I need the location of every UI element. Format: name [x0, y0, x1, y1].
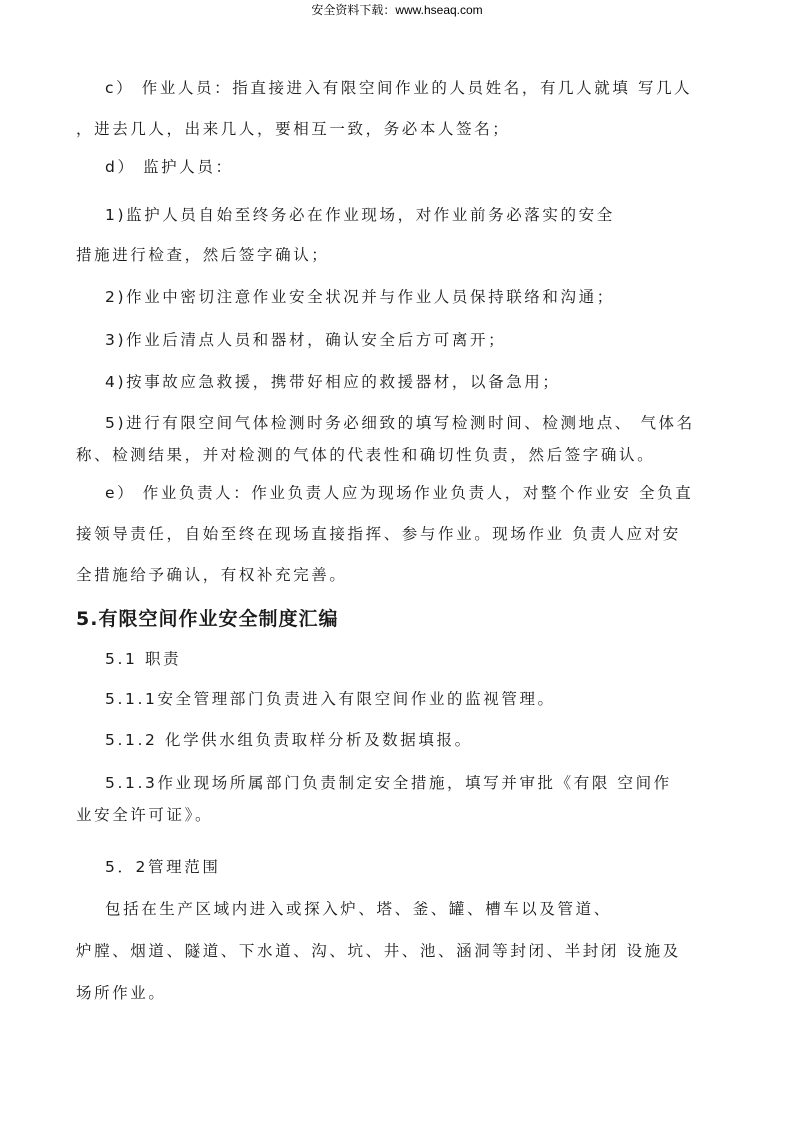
- text-line: d） 监护人员：: [105, 158, 234, 176]
- text-line: 5.1 职责: [105, 650, 182, 668]
- text-line: 业安全许可证》。: [76, 806, 214, 824]
- text-line: 5.1.2 化学供水组负责取样分析及数据填报。: [105, 731, 473, 749]
- text-line: 接领导责任，自始至终在现场直接指挥、参与作业。现场作业 负责人应对安: [76, 525, 681, 543]
- text-line: 场所作业。: [76, 984, 167, 1002]
- text-line: ，进去几人，出来几人，要相互一致，务必本人签名；: [76, 120, 511, 138]
- text-line: 措施进行检查，然后签字确认；: [76, 246, 330, 264]
- section-heading: 5.有限空间作业安全制度汇编: [76, 608, 339, 630]
- text-line: 5.1.3作业现场所属部门负责制定安全措施，填写并审批《有限 空间作: [105, 774, 672, 792]
- text-line: 5)进行有限空间气体检测时务必细致的填写检测时间、检测地点、 气体名: [105, 414, 695, 432]
- text-line: c） 作业人员：指直接进入有限空间作业的人员姓名，有几人就填 写几人: [105, 79, 693, 97]
- text-line: 炉膛、烟道、隧道、下水道、沟、坑、井、池、涵洞等封闭、半封闭 设施及: [76, 942, 681, 960]
- text-line: 5.1.1安全管理部门负责进入有限空间作业的监视管理。: [105, 690, 556, 708]
- page-header: 安全资料下载：www.hseaq.com: [311, 3, 483, 17]
- text-line: 包括在生产区域内进入或探入炉、塔、釜、罐、槽车以及管道、: [105, 900, 612, 918]
- text-line: 1)监护人员自始至终务必在作业现场，对作业前务必落实的安全: [105, 206, 615, 224]
- text-line: e） 作业负责人：作业负责人应为现场作业负责人，对整个作业安 全负直: [105, 484, 694, 502]
- text-line: 全措施给予确认，有权补充完善。: [76, 566, 348, 584]
- text-line: 3)作业后清点人员和器材，确认安全后方可离开；: [105, 331, 507, 349]
- text-line: 4)按事故应急救援，携带好相应的救援器材，以备急用；: [105, 373, 561, 391]
- text-line: 2)作业中密切注意作业安全状况并与作业人员保持联络和沟通；: [105, 288, 615, 306]
- text-line: 5．2管理范围: [105, 858, 221, 876]
- text-line: 称、检测结果，并对检测的气体的代表性和确切性负责，然后签字确认。: [76, 446, 656, 464]
